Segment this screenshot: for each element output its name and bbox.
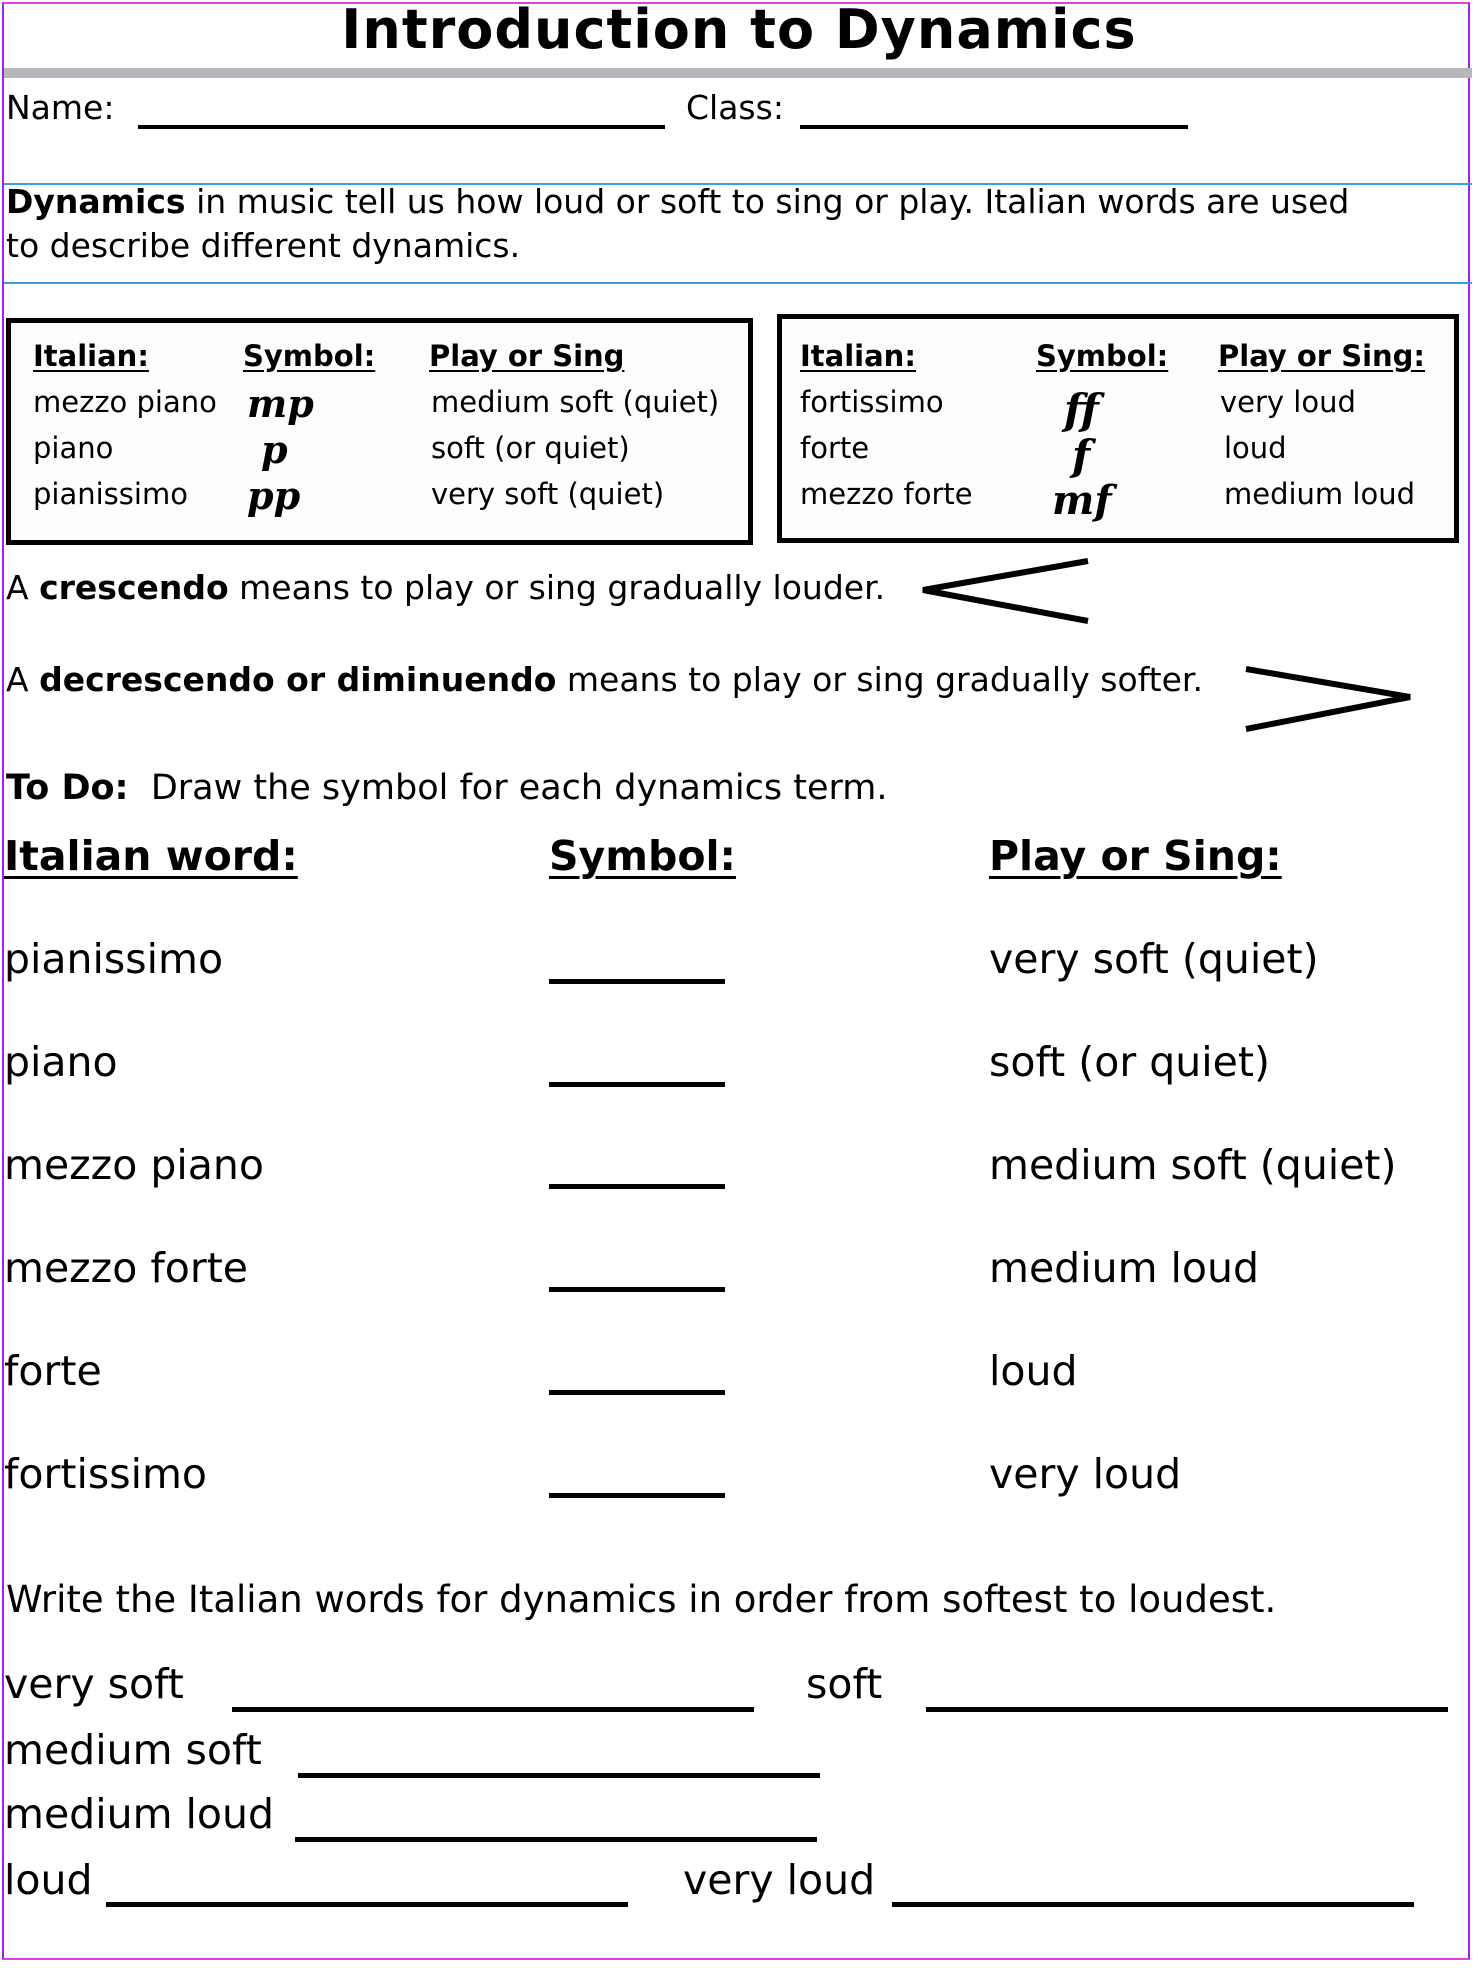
loud-dynamics-box — [777, 314, 1459, 543]
crescendo-prefix: A — [6, 568, 40, 607]
crescendo-sentence — [6, 568, 885, 607]
intro-line-2: to describe different dynamics. — [6, 226, 521, 265]
symbol-answer-blank[interactable] — [549, 1082, 725, 1087]
symbol-answer-blank[interactable] — [549, 1493, 725, 1498]
soft-header-italian: Italian: — [33, 339, 149, 373]
todo-line — [6, 768, 887, 808]
intro-line-1 — [6, 180, 1349, 224]
loud-label: loud — [4, 1856, 93, 1904]
loud-row-italian: forte — [800, 431, 870, 465]
decrescendo-term: decrescendo or diminuendo — [39, 660, 557, 699]
loud-header-play: Play or Sing: — [1218, 339, 1426, 373]
page-title: Introduction to Dynamics — [341, 0, 1137, 61]
symbol-answer-blank[interactable] — [549, 979, 725, 984]
decrescendo-hairpin-icon — [1240, 663, 1420, 735]
worksheet-row-italian: pianissimo — [4, 935, 224, 983]
loud-row-meaning: medium loud — [1224, 477, 1415, 511]
name-field[interactable] — [138, 125, 665, 129]
worksheet-row-italian: forte — [4, 1347, 102, 1395]
worksheet-row-meaning: medium loud — [989, 1244, 1260, 1292]
ff-symbol-icon: ff — [1064, 385, 1099, 434]
ordering-instruction: Write the Italian words for dynamics in order from softest to loudest. — [6, 1578, 1277, 1621]
loud-row-italian: mezzo forte — [800, 477, 973, 511]
worksheet-row-meaning: loud — [989, 1347, 1078, 1395]
medium-loud-answer-line[interactable] — [295, 1837, 817, 1842]
soft-row-italian: mezzo piano — [33, 385, 217, 419]
crescendo-term: crescendo — [39, 568, 229, 607]
f-symbol-icon: f — [1072, 431, 1091, 480]
symbol-answer-blank[interactable] — [549, 1184, 725, 1189]
soft-row-italian: pianissimo — [33, 477, 188, 511]
very-soft-label: very soft — [4, 1660, 184, 1708]
pp-symbol-icon: pp — [247, 473, 301, 518]
intro-line-1-text: in music tell us how loud or soft to sing or play. Italian words are used — [185, 182, 1350, 221]
loud-row-italian: fortissimo — [800, 385, 944, 419]
mf-symbol-icon: mf — [1052, 477, 1112, 524]
loud-row-meaning: loud — [1224, 431, 1287, 465]
loud-header-italian: Italian: — [800, 339, 916, 373]
class-label: Class: — [686, 88, 784, 127]
worksheet-row-meaning: very soft (quiet) — [989, 935, 1319, 983]
medium-soft-label: medium soft — [4, 1726, 262, 1774]
medium-soft-answer-line[interactable] — [298, 1773, 820, 1778]
very-loud-answer-line[interactable] — [892, 1902, 1414, 1907]
todo-label: To Do: — [6, 768, 129, 808]
soft-row-meaning: very soft (quiet) — [431, 477, 665, 511]
crescendo-hairpin-icon — [915, 555, 1095, 627]
intro-bold-term: Dynamics — [6, 182, 186, 221]
name-label: Name: — [6, 88, 115, 127]
symbol-answer-blank[interactable] — [549, 1390, 725, 1395]
worksheet-header-play: Play or Sing: — [989, 832, 1282, 880]
worksheet-row-meaning: very loud — [989, 1450, 1182, 1498]
worksheet-row-italian: fortissimo — [4, 1450, 207, 1498]
loud-answer-line[interactable] — [106, 1902, 628, 1907]
worksheet-header-symbol: Symbol: — [549, 832, 736, 880]
title-divider-bar — [4, 68, 1472, 78]
soft-dynamics-box — [6, 318, 753, 545]
soft-answer-line[interactable] — [926, 1707, 1448, 1712]
soft-row-italian: piano — [33, 431, 114, 465]
very-loud-label: very loud — [683, 1856, 876, 1904]
intro-bottom-divider — [4, 282, 1472, 284]
mp-symbol-icon: mp — [247, 381, 314, 426]
soft-row-meaning: medium soft (quiet) — [431, 385, 720, 419]
decrescendo-rest: means to play or sing gradually softer. — [556, 660, 1203, 699]
loud-header-symbol: Symbol: — [1036, 339, 1169, 373]
very-soft-answer-line[interactable] — [232, 1707, 754, 1712]
soft-header-symbol: Symbol: — [243, 339, 376, 373]
class-field[interactable] — [800, 125, 1188, 129]
todo-instruction: Draw the symbol for each dynamics term. — [150, 768, 888, 808]
soft-row-meaning: soft (or quiet) — [431, 431, 630, 465]
soft-header-play: Play or Sing — [429, 339, 625, 373]
soft-label: soft — [806, 1660, 883, 1708]
worksheet-header-italian: Italian word: — [4, 832, 298, 880]
decrescendo-sentence — [6, 660, 1203, 699]
worksheet-row-italian: mezzo forte — [4, 1244, 248, 1292]
worksheet-row-meaning: medium soft (quiet) — [989, 1141, 1397, 1189]
worksheet-row-italian: mezzo piano — [4, 1141, 264, 1189]
worksheet-row-meaning: soft (or quiet) — [989, 1038, 1270, 1086]
worksheet-row-italian: piano — [4, 1038, 118, 1086]
decrescendo-prefix: A — [6, 660, 40, 699]
crescendo-rest: means to play or sing gradually louder. — [228, 568, 886, 607]
symbol-answer-blank[interactable] — [549, 1287, 725, 1292]
loud-row-meaning: very loud — [1220, 385, 1356, 419]
p-symbol-icon: p — [261, 427, 288, 472]
medium-loud-label: medium loud — [4, 1790, 275, 1838]
